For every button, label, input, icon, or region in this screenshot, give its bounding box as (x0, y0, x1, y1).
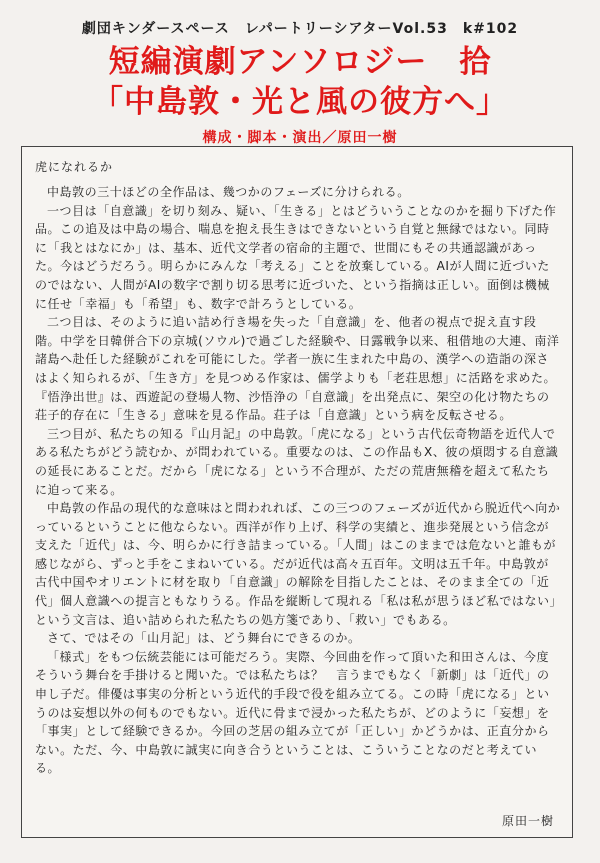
essay-paragraph-4: 三つ目が、私たちの知る『山月記』の中島敦。「虎になる」という古代伝奇物語を近代人である私たちがどう読むか、が問われている。重要なのは、この作品もX、彼の煩悶する自意識の延長にあることだ。だから「虎になる」という不合理が、ただの荒唐無稽を超えて私たちに迫って来る。 (35, 426, 559, 497)
title-line-1: 短編演劇アンソロジー 拾 (108, 44, 492, 80)
essay-body (35, 183, 561, 778)
essay-paragraph-5: 中島敦の作品の現代的な意味はと問われれば、この三つのフェーズが近代から脱近代へ向かっているということに他ならない。西洋が作り上げ、科学の実績と、進歩発展という信念が支えた「近代」は、今、明らかに行き詰まっている。「人間」はこのままでは危ないと誰もが感じながら、ずっと手をこまねいている。だが近代は高々五百年。文明は五千年。中島敦が古代中国やオリエントに材を取り「自意識」の解除を目指したことは、そのまま全ての「近代」個人意識への提言ともなりうる。作品を縦断して現れる「私は私が思うほど私ではない」という文言は、追い詰められた私たちの処方箋であり、「救い」でもある。 (35, 501, 561, 627)
essay-paragraph-3: 二つ目は、そのように追い詰め行き場を失った「自意識」を、他者の視点で捉え直す段階。中学を日韓併合下の京城(ソウル)で過ごした経験や、日露戦争以来、租借地の大連、南洋諸島へ赴任した経験がこれを可能にした。学者一族に生まれた中島の、漢学への造詣の深さはよく知られるが、「生き方」を見つめる作家は、儒学よりも「老荘思想」に活路を求めた。『悟浄出世』は、西遊記の登場人物、沙悟浄の「自意識」を出発点に、架空の化け物たちの荘子的存在に「生きる」意味を見る作品。荘子は「自意識」という病を反転させる。 (35, 315, 560, 423)
essay-paragraph-2: 一つ目は「自意識」を切り刻み、疑い、「生きる」とはどういうことなのかを掘り下げた作品。この追及は中島の場合、喘息を抱え長生きはできないという自覚と無縁ではない。同時に「我とはなにか」は、基本、近代文学者の宿命的主題で、世間にもその共通認識があった。今はどうだろう。明らかにみんな「考える」ことを放棄している。AIが人間に近づいたのではない、人間がAIの数字で割り切る思考に近づいた、という指摘は正しい。面倒は機械に任せ「幸福」も「希望」も、数字で計ろうとしている。 (35, 203, 557, 311)
title-line-2: 「中島敦・光と風の彼方へ」 (92, 84, 508, 120)
credit-line: 構成・脚本・演出／原田一樹 (202, 130, 398, 146)
essay-paragraph-7: 「様式」をもつ伝統芸能には可能だろう。実際、今回曲を作って頂いた和田さんは、今度そういう舞台を手掛けると聞いた。では私たちは？ 言うまでもなく「新劇」は「近代」の申し子だ。俳優は事実の分析という近代的手段で役を組み立てる。この時「虎になる」というのは妄想以外の何ものでもない。近代に骨まで浸かった私たちが、どのように「妄想」を「事実」として経験できるか。今回の芝居の組み立てが「正しい」かどうかは、正直分からない。ただ、今、中島敦に誠実に向き合うということは、こういうことなのだと考えている。 (35, 649, 550, 776)
essay-paragraph-1: 中島敦の三十ほどの全作品は、幾つかのフェーズに分けられる。 (47, 185, 410, 199)
essay-heading: 虎になれるか (35, 160, 114, 174)
essay-paragraph-6: さて、ではその「山月記」は、どう舞台にできるのか。 (47, 631, 361, 646)
essay-signature: 原田一樹 (501, 814, 554, 828)
series-header: 劇団キンダースペース レパートリーシアターVol.53 k#102 (81, 21, 519, 37)
essay-box (21, 146, 573, 838)
